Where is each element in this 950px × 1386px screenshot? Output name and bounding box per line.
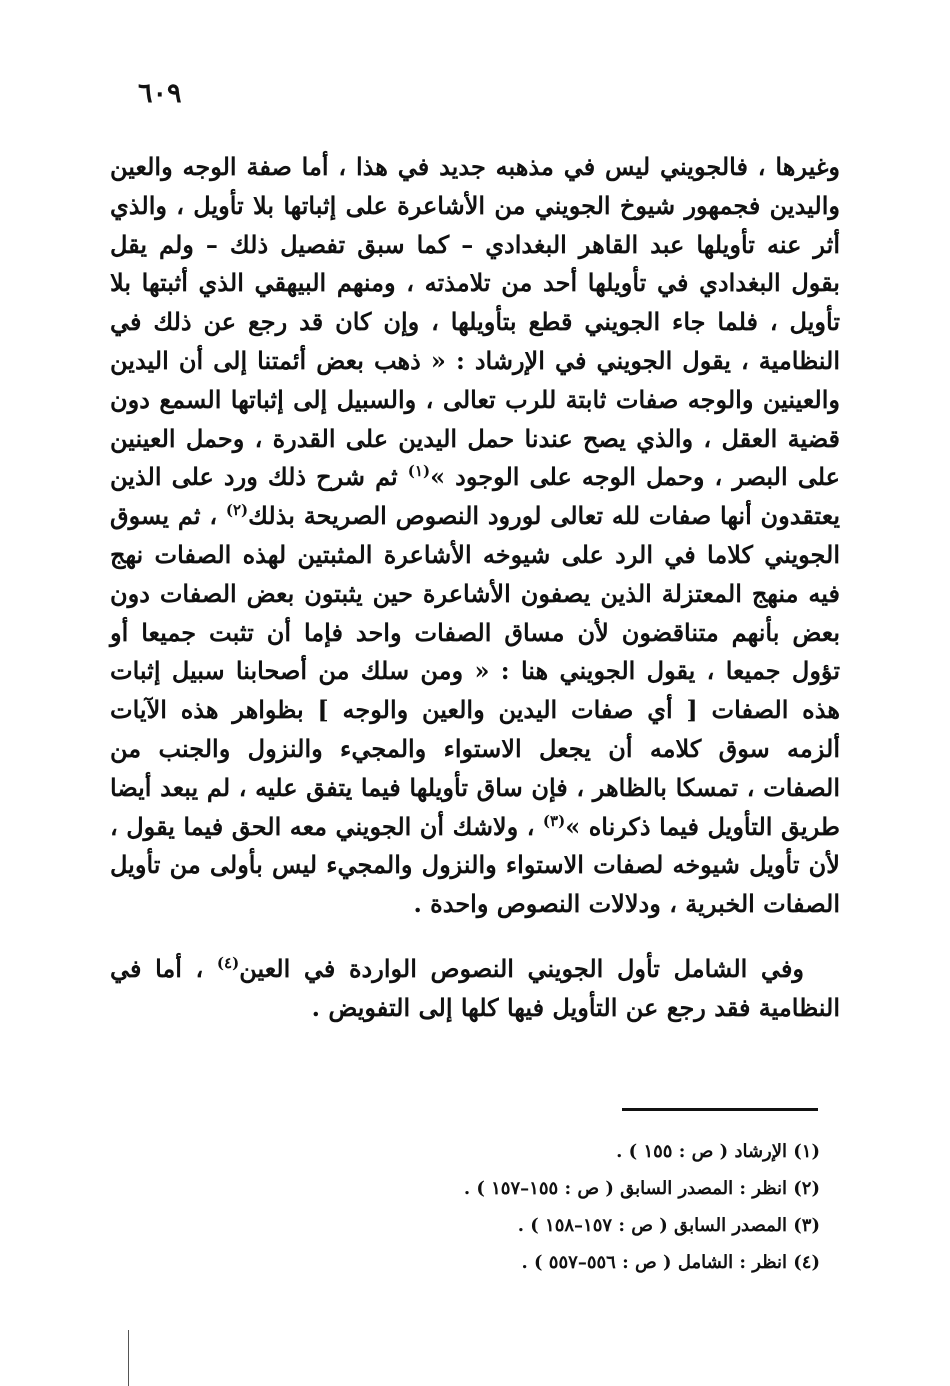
body-text — [110, 148, 840, 1028]
paragraph — [110, 148, 840, 924]
text-segment: ، أما في النظامية فقد رجع عن التأويل فيها كلها إلى التفويض . — [110, 953, 840, 1022]
footnote: (٣) المصدر السابق ( ص : ١٥٧–١٥٨ ) . — [517, 1215, 820, 1236]
footnote: (٤) انظر : الشامل ( ص : ٥٥٦–٥٥٧ ) . — [521, 1252, 820, 1273]
footnotes — [360, 1133, 820, 1281]
footnote-ref: (٢) — [225, 501, 249, 520]
text-segment: وفي الشامل تأول الجويني النصوص الواردة في العين — [239, 953, 805, 983]
text-segment: ثم شرح ذلك ورد على الذين يعتقدون أنها صفات لله تعالى لورود النصوص الصريحة بذلك — [110, 462, 840, 531]
footnote: (٢) انظر : المصدر السابق ( ص : ١٥٥–١٥٧ ) . — [463, 1178, 820, 1199]
footnote: (١) الإرشاد ( ص : ١٥٥ ) . — [616, 1141, 820, 1162]
footnote-ref: (٣) — [542, 811, 566, 830]
footnote-ref: (١) — [407, 462, 431, 481]
text-segment: ، ثم يسوق الجويني كلاما في الرد على شيوخه الأشاعرة المثبتين لهذه الصفات نهج فيه منهج المعتزلة الذين يصفون الأشاعرة حين يثبتون بعض الصفات دون بعض بأنهم متناقضون لأن مساق الصفات واحد فإما أن تثبت جميعا أو تؤول جميعا ، يقول الجويني هنا : « ومن سلك من أصحابنا سبيل إثبات هذه الصفات [ أي صفات اليدين والعين والوجه ] بظواهر هذه الآيات ألزمه سوق كلامه أن يجعل الاستواء والمجيء والنزول والجنب من الصفات ، تمسكا بالظاهر ، فإن ساق تأويلها فيما يتفق عليه ، لم يبعد أيضا طريق التأويل فيما ذكرناه » — [110, 501, 841, 841]
text-segment: وغيرها ، فالجويني ليس في مذهبه جديد في هذا ، أما صفة الوجه والعين واليدين فجمهور شيوخ الجويني من الأشاعرة على إثباتها بلا تأويل ، والذي أثر عنه تأويلها عبد القاهر البغدادي – كما سبق تفصيل ذلك – ولم يقل بقول البغدادي في تأويلها أحد من تلامذته ، ومنهم البيهقي الذي أثبتها بلا تأويل ، فلما جاء الجويني قطع بتأويلها ، وإن كان قد رجع عن ذلك في النظامية ، يقول الجويني في الإرشاد : « ذهب بعض أئمتنا إلى أن اليدين والعينين والوجه صفات ثابتة للرب تعالى ، والسبيل إلى إثباتها السمع دون قضية العقل ، والذي يصح عندنا حمل اليدين على القدرة ، وحمل العينين على البصر ، وحمل الوجه على الوجود » — [110, 152, 840, 492]
page-number: ٦٠٩ — [138, 78, 182, 109]
text-segment: ، ولاشك أن الجويني معه الحق فيما يقول ، لأن تأويل شيوخه لصفات الاستواء والنزول والمجيء ليس بأولى من تأويل الصفات الخبرية ، ودلالات النصوص واحدة . — [110, 811, 840, 919]
margin-line — [128, 1330, 129, 1386]
footnote-divider — [622, 1108, 818, 1111]
footnote-ref: (٤) — [216, 953, 240, 972]
paragraph — [110, 950, 840, 1028]
